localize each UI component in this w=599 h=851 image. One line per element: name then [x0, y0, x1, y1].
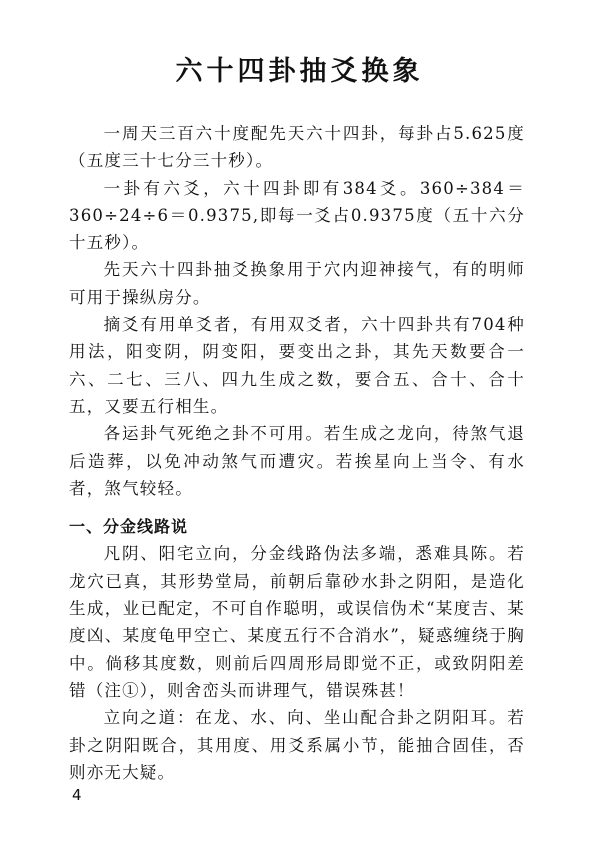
- paragraph: 凡阴、阳宅立向，分金线路伪法多端，悉难具陈。若龙穴已真，其形势堂局，前朝后靠砂水卦之阴阳，是造化生成，业已配定，不可自作聪明，或误信伪术“某度吉、某度凶、某度龟甲空亡、某度五行不合消水”，疑惑缠绕于胸中。倘移其度数，则前后四周形局即觉不正，或致阴阳差错（注①），则舍峦头而讲理气，错误殊甚！: [69, 544, 525, 700]
- paragraph: 先天六十四卦抽爻换象用于穴内迎神接气，有的明师可用于操纵房分。: [69, 260, 525, 307]
- body-text: [69, 120, 525, 786]
- page-title: 六十四卦抽爻换象: [175, 56, 424, 87]
- paragraph: 一周天三百六十度配先天六十四卦，每卦占5.625度（五度三十七分三十秒）。: [69, 124, 525, 171]
- paragraph: 各运卦气死绝之卦不可用。若生成之龙向，待煞气退后造葬，以免冲动煞气而遭灾。若挨星向上当令、有水者，煞气较轻。: [69, 424, 525, 498]
- section-heading: 一、分金线路说: [69, 517, 189, 537]
- paragraph: 摘爻有用单爻者，有用双爻者，六十四卦共有704种用法，阳变阴，阴变阳，要变出之卦，其先天数要合一六、二七、三八、四九生成之数，要合五、合十、合十五，又要五行相生。: [69, 315, 525, 416]
- paragraph: 立向之道：在龙、水、向、坐山配合卦之阴阳耳。若卦之阴阳既合，其用度、用爻系属小节，能抽合固佳，否则亦无大疑。: [69, 708, 525, 782]
- paragraph: 一卦有六爻，六十四卦即有384爻。360÷384＝360÷24÷6＝0.9375,即每一爻占0.9375度（五十六分十五秒）。: [69, 178, 525, 253]
- page-number: 4: [72, 786, 82, 804]
